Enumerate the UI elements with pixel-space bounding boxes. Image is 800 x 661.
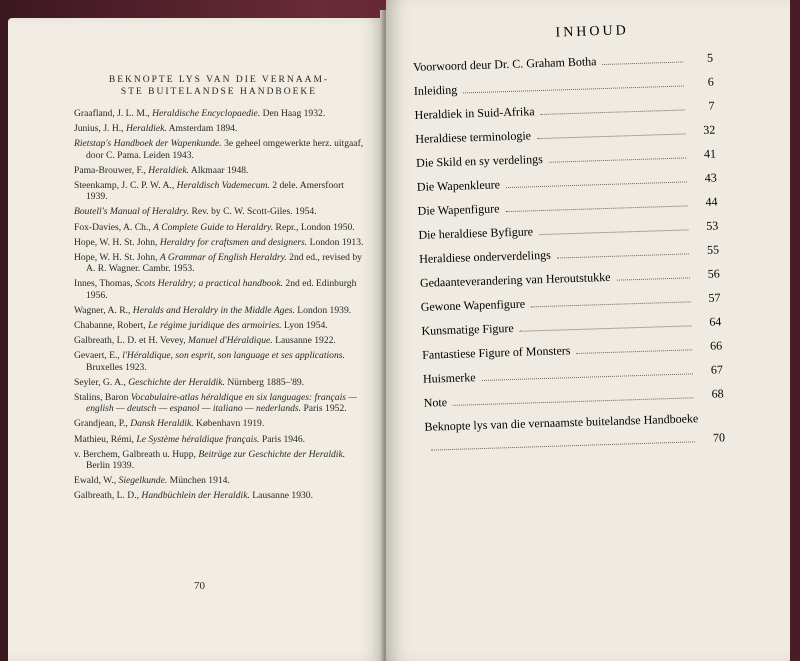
entry-title: Heraldisch Vademecum. (176, 180, 270, 192)
toc-entry-label: Heraldiek in Suid-Afrika (414, 104, 535, 122)
toc-entry-page: 70 (712, 430, 726, 445)
toc-leader-dots (506, 205, 688, 212)
entry-author: Junius, J. H., (74, 123, 126, 135)
bibliography-entry (74, 475, 364, 486)
entry-publication: Lyon 1954. (281, 320, 328, 332)
entry-publication: London 1913. (307, 236, 364, 248)
entry-publication: Bruxelles 1923. (86, 361, 147, 373)
toc-leader-dots (520, 325, 692, 331)
toc-entry-page: 7 (708, 98, 715, 113)
toc-entry-label: Fantastiese Figure of Monsters (421, 343, 571, 362)
toc-entry-page: 64 (709, 314, 722, 329)
entry-title: Le Système héraldique français. (136, 433, 260, 445)
toc-leader-dots (482, 373, 693, 381)
toc-leader-dots (603, 61, 684, 65)
toc-entry-label: Note (423, 395, 448, 410)
toc-leader-dots (431, 441, 695, 450)
toc-entry-label: Die Skild en sy verdelings (415, 151, 543, 170)
entry-author: Ewald, W., (74, 475, 119, 487)
entry-title: Boutell's Manual of Heraldry. (74, 206, 190, 218)
toc-entry-page: 43 (704, 170, 718, 185)
toc-entry-page: 67 (710, 362, 724, 377)
bibliography-entry (74, 377, 364, 388)
toc-leader-dots (453, 397, 694, 406)
entry-title: A Grammar of English Heraldry. (159, 252, 287, 264)
toc-leader-dots (541, 109, 685, 115)
bibliography-heading-line1: BEKNOPTE LYS VAN DIE VERNAAM- (108, 75, 330, 85)
entry-author: Galbreath, L. D. et H. Vevey, (74, 335, 189, 347)
toc-entry-page: 6 (707, 74, 714, 89)
entry-title: Heraldiek. (125, 123, 167, 135)
entry-author: Fox-Davies, A. Ch., (74, 221, 154, 233)
bibliography-heading (74, 74, 364, 98)
entry-publication: Lausanne 1930. (249, 490, 314, 502)
entry-publication: Amsterdam 1894. (166, 123, 238, 135)
bibliography-entry (74, 418, 364, 429)
entry-author: Chabanne, Robert, (74, 320, 149, 332)
entry-author: Pama-Brouwer, F., (74, 164, 149, 176)
bibliography-entry (74, 165, 364, 176)
toc-entry-label: Inleiding (413, 82, 458, 98)
bibliography-heading-line2: STE BUITELANDSE HANDBOEKE (120, 87, 318, 97)
entry-publication: London 1939. (294, 304, 352, 316)
bibliography-entry (74, 278, 364, 300)
toc-entry-label: Die Wapenkleure (416, 177, 501, 194)
entry-publication: København 1919. (193, 418, 265, 430)
entry-author: Innes, Thomas, (74, 278, 136, 290)
bibliography-entry (74, 138, 364, 160)
toc-entry-label: Beknopte lys van die vernaamste buitelandse Handboeke (424, 411, 699, 434)
toc-entry-label: Gedaanteverandering van Heroutstukke (419, 269, 611, 290)
bibliography-entry (74, 350, 364, 372)
entry-author: Hope, W. H. St. John, (74, 236, 160, 248)
entry-title: Geschichte der Heraldik. (128, 376, 225, 388)
entry-title: Beiträge zur Geschichte der Heraldik. (198, 448, 346, 460)
toc-entry-label: Die Wapenfigure (417, 201, 500, 218)
toc-entry-label: Gewone Wapenfigure (420, 296, 526, 314)
entry-title: Heraldry for craftsmen and designers. (159, 236, 308, 248)
toc-entry-page: 57 (708, 290, 721, 305)
bibliography (74, 74, 364, 506)
entry-author: v. Berchem, Galbreath u. Hupp, (74, 448, 199, 460)
toc-entry-page: 41 (703, 146, 717, 161)
toc-entry-page: 44 (705, 194, 718, 209)
toc-entry-page: 66 (709, 338, 723, 353)
entry-title: Dansk Heraldik. (130, 418, 194, 430)
entry-author: Galbreath, L. D., (74, 490, 142, 502)
entry-title: Vocabulaire-atlas héraldique en six languages: français — english — deutsch — espanol — italiano — nederlands. (86, 392, 357, 415)
left-page (8, 18, 386, 661)
toc-entry-label: Heraldiese terminologie (415, 128, 532, 146)
entry-title: Manuel d'Héraldique. (188, 335, 273, 347)
bibliography-entry (74, 123, 364, 134)
toc-leader-dots (539, 229, 688, 235)
entry-publication: München 1914. (167, 475, 230, 487)
entry-author: Grandjean, P., (74, 418, 131, 430)
bibliography-entry (74, 490, 364, 501)
entry-publication: Paris 1946. (259, 433, 306, 445)
entry-publication: 2 dele. Amersfoort 1939. (86, 180, 344, 203)
toc-entry-page: 56 (707, 266, 721, 281)
bibliography-entry (74, 335, 364, 346)
table-of-contents (412, 21, 725, 460)
bibliography-entry (74, 180, 364, 202)
toc-entry-page: 5 (706, 50, 714, 65)
entry-title: Scots Heraldry; a practical handbook. (135, 278, 283, 290)
toc-entry-label: Die heraldiese Byfigure (418, 224, 534, 242)
page-number: 70 (194, 580, 205, 592)
toc-leader-dots (506, 181, 687, 188)
toc-entry-page: 53 (706, 218, 719, 233)
bibliography-list (74, 108, 364, 502)
entry-title: l'Héraldique, son esprit, son language et ses applications. (122, 350, 345, 362)
entry-author: Wagner, A. R., (74, 304, 133, 316)
entry-publication: Berlin 1939. (86, 460, 134, 472)
bibliography-entry (74, 108, 364, 119)
toc-leader-dots (557, 253, 689, 258)
entry-title: Heraldiek. (148, 164, 190, 176)
toc-leader-dots (537, 133, 685, 139)
entry-title: Le régime juridique des armoiries. (148, 320, 282, 332)
toc-list (413, 51, 725, 460)
toc-entry-label: Kunsmatige Figure (421, 320, 514, 338)
toc-heading: INHOUD (555, 23, 629, 41)
toc-entry-label: Voorwoord deur Dr. C. Graham Botha (412, 54, 597, 74)
entry-publication: 2nd ed. Edinburgh 1956. (86, 278, 357, 301)
bibliography-entry (74, 222, 364, 233)
toc-entry-label: Heraldiese onderverdelings (418, 247, 551, 266)
toc-leader-dots (531, 301, 691, 307)
entry-publication: 3e geheel omgewerkte herz. uitgaaf, door C. Pama. Leiden 1943. (86, 138, 364, 161)
toc-entry-page: 68 (711, 386, 724, 401)
entry-publication: Den Haag 1932. (260, 108, 326, 119)
entry-author: Gevaert, E., (74, 350, 123, 362)
entry-title: Rietstap's Handboek der Wapenkunde. (74, 138, 222, 150)
entry-publication: 2nd ed., revised by A. R. Wagner. Cambr. 1953. (86, 252, 362, 275)
entry-author: Stalins, Baron (74, 392, 131, 404)
bibliography-entry (74, 305, 364, 316)
entry-title: Heraldische Encyclopaedie. (152, 108, 261, 119)
toc-entry-label: Huismerke (422, 370, 476, 386)
bibliography-entry (74, 434, 364, 445)
entry-publication: Alkmaar 1948. (189, 164, 249, 176)
entry-author: Seyler, G. A., (74, 376, 129, 388)
bibliography-entry (74, 449, 364, 471)
entry-title: Heralds and Heraldry in the Middle Ages. (132, 304, 295, 316)
entry-author: Graafland, J. L. M., (74, 108, 153, 119)
bibliography-entry (74, 320, 364, 331)
entry-title: A Complete Guide to Heraldry. (153, 221, 274, 233)
bibliography-entry (74, 392, 364, 414)
entry-title: Siegelkunde. (118, 475, 168, 487)
entry-publication: Lausanne 1922. (272, 335, 336, 347)
toc-leader-dots (577, 349, 693, 354)
toc-entry-page: 32 (703, 122, 716, 137)
toc-leader-dots (549, 157, 686, 162)
entry-author: Steenkamp, J. C. P. W. A., (74, 180, 177, 192)
bibliography-entry (74, 237, 364, 248)
entry-publication: Rev. by C. W. Scott-Giles. 1954. (189, 206, 317, 218)
entry-author: Hope, W. H. St. John, (74, 252, 160, 264)
entry-publication: Paris 1952. (301, 403, 347, 415)
entry-publication: Repr., London 1950. (273, 221, 355, 233)
bibliography-entry (74, 252, 364, 274)
toc-leader-dots (617, 277, 690, 280)
bibliography-entry (74, 206, 364, 217)
entry-publication: Nürnberg 1885–'89. (224, 376, 305, 388)
entry-author: Mathieu, Rémi, (74, 433, 137, 445)
toc-leader-dots (463, 85, 684, 93)
toc-entry-page: 55 (706, 242, 720, 257)
entry-title: Handbüchlein der Heraldik. (141, 490, 250, 502)
